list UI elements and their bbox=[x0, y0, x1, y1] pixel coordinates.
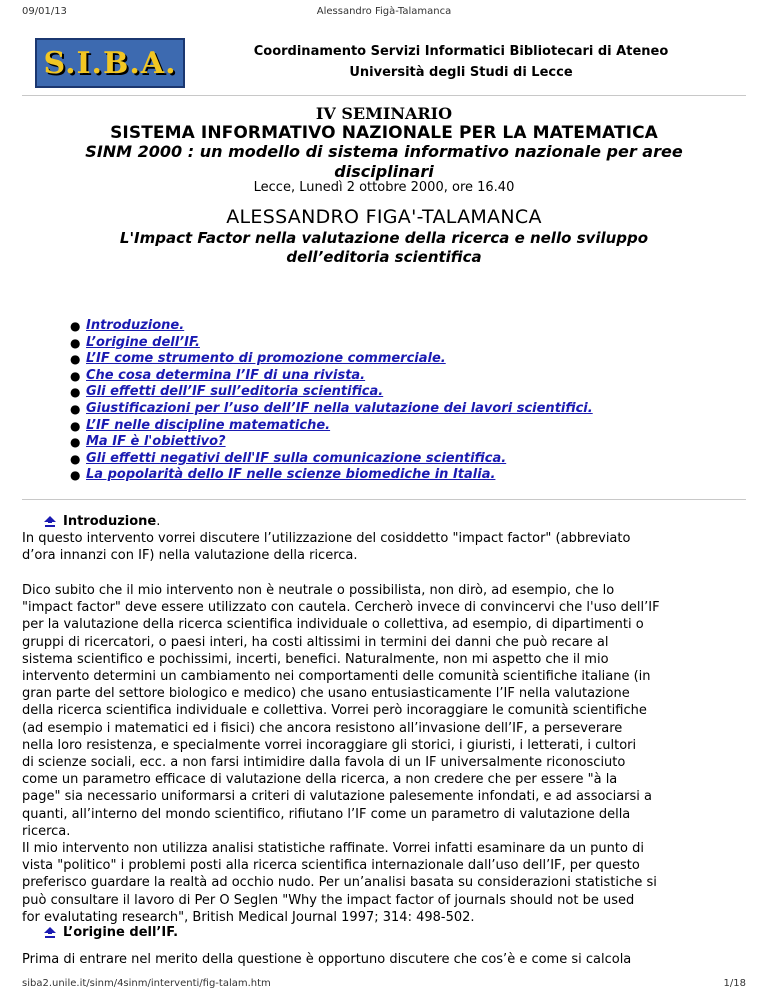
text-line: Dico subito che il mio intervento non è neutrale o possibilista, non dirò, ad esempio, che lo bbox=[22, 583, 615, 598]
print-header bbox=[0, 0, 768, 22]
text-line: page" sia necessario uniformarsi a criteri di valutazione palesemente infondati, e ad associarsi a bbox=[22, 789, 652, 805]
toc-link-obiettivo[interactable]: Ma IF è l'obiettivo? bbox=[86, 434, 226, 450]
section-heading-introduzione bbox=[44, 514, 160, 529]
toc-link-determina[interactable]: Che cosa determina l’IF di una rivista. bbox=[86, 367, 366, 383]
bullet-icon: ● bbox=[70, 385, 81, 400]
back-to-top-icon[interactable] bbox=[44, 516, 56, 528]
text-line: come un parametro efficace di valutazione della ricerca, a non credere che per essere "à la bbox=[22, 772, 618, 788]
toc-item bbox=[70, 418, 593, 435]
text-line: della ricerca scientifica individuale e collettiva. Vorrei però incoraggiare le comunità scientifiche bbox=[22, 703, 647, 719]
divider-top bbox=[22, 95, 746, 96]
toc-item bbox=[70, 351, 593, 368]
banner-line-2: Università degli Studi di Lecce bbox=[349, 65, 573, 80]
banner-text bbox=[187, 41, 735, 83]
print-page-number: 1/18 bbox=[723, 978, 746, 989]
bullet-icon: ● bbox=[70, 418, 81, 433]
text-line: preferisco guardare la realtà ad occhio nudo. Per un’analisi basata su considerazioni statistiche si bbox=[22, 875, 657, 891]
siba-logo-text: S.I.B.A. bbox=[43, 45, 177, 81]
text-line: In questo intervento vorrei discutere l’utilizzazione del cosiddetto "impact factor" (abbreviato bbox=[22, 531, 631, 546]
section-heading-origine bbox=[44, 925, 178, 940]
toc-item bbox=[70, 451, 593, 468]
toc-link-biomediche[interactable]: La popolarità dello IF nelle scienze biomediche in Italia. bbox=[86, 467, 496, 483]
print-title: Alessandro Figà-Talamanca bbox=[316, 6, 452, 17]
siba-logo[interactable] bbox=[35, 38, 185, 88]
paragraph-origin-1 bbox=[22, 951, 746, 968]
paragraph-intro-1 bbox=[22, 530, 746, 564]
toc-item bbox=[70, 434, 593, 451]
seminar-subtitle-line-2: disciplinari bbox=[334, 162, 434, 181]
bullet-icon: ● bbox=[70, 468, 81, 483]
toc-item bbox=[70, 368, 593, 385]
text-line: (ad esempio i matematici ed i fisici) che ancora resistono all’invasione dell’IF, a perseverare bbox=[22, 720, 623, 736]
toc-item bbox=[70, 401, 593, 418]
bullet-icon: ● bbox=[70, 352, 81, 367]
seminar-label: IV SEMINARIO bbox=[315, 104, 453, 123]
bullet-icon: ● bbox=[70, 368, 81, 383]
seminar-subtitle-line-1: SINM 2000 : un modello di sistema informativo nazionale per aree bbox=[85, 142, 683, 161]
bullet-icon: ● bbox=[70, 319, 81, 333]
section-title-period: . bbox=[156, 514, 161, 529]
toc-link-effetti-editoria[interactable]: Gli effetti dell’IF sull’editoria scientifica. bbox=[86, 384, 384, 400]
text-line: ricerca. bbox=[22, 823, 71, 839]
toc-item bbox=[70, 384, 593, 401]
print-date: 09/01/13 bbox=[22, 6, 67, 17]
talk-title-line-2: dell’editoria scientifica bbox=[286, 248, 482, 266]
seminar-title: SISTEMA INFORMATIVO NAZIONALE PER LA MATEMATICA bbox=[110, 123, 658, 143]
toc-link-promozione[interactable]: L’IF come strumento di promozione commerciale. bbox=[86, 351, 446, 367]
toc-item bbox=[70, 467, 593, 484]
text-line: per la valutazione della ricerca scientifica individuale o collettiva, ad esempio, di dipartimenti o bbox=[22, 617, 644, 633]
section-title: Introduzione bbox=[63, 514, 157, 529]
seminar-subtitle bbox=[22, 142, 746, 182]
text-line: for evalutating research", British Medical Journal 1997; 314: 498-502. bbox=[22, 909, 475, 925]
toc-link-introduzione[interactable]: Introduzione. bbox=[86, 318, 185, 333]
text-line: gruppi di ricercatori, o paesi interi, ha costi altissimi in termini dei danni che può recare al bbox=[22, 634, 609, 650]
section-title: L’origine dell’IF. bbox=[63, 925, 179, 940]
paragraph-intro-2 bbox=[22, 582, 746, 840]
talk-title bbox=[22, 229, 746, 267]
bullet-icon: ● bbox=[70, 435, 81, 450]
toc-link-giustificazioni[interactable]: Giustificazioni per l’uso dell’IF nella valutazione dei lavori scientifici. bbox=[86, 400, 593, 416]
table-of-contents bbox=[70, 318, 593, 484]
author-name: ALESSANDRO FIGA'-TALAMANCA bbox=[226, 206, 542, 228]
text-line: gran parte del settore biologico e medico) che usano entusiasticamente l’IF nella valutazione bbox=[22, 686, 630, 702]
bullet-icon: ● bbox=[70, 451, 81, 466]
divider-toc bbox=[22, 499, 746, 500]
text-line: quanti, all’interno del mondo scientifico, rifiutano l’IF come un parametro di valutazione della bbox=[22, 806, 631, 822]
toc-link-origine[interactable]: L’origine dell’IF. bbox=[86, 334, 200, 350]
paragraph-intro-3 bbox=[22, 840, 746, 926]
banner bbox=[35, 38, 735, 90]
print-url: siba2.unile.it/sinm/4sinm/interventi/fig-talam.htm bbox=[22, 978, 271, 989]
bullet-icon: ● bbox=[70, 401, 81, 416]
text-line: "impact factor" deve essere utilizzato con cautela. Cercherò invece di convincervi che l'uso dell’IF bbox=[22, 600, 660, 616]
banner-line-1: Coordinamento Servizi Informatici Bibliotecari di Ateneo bbox=[253, 44, 669, 59]
text-line: Il mio intervento non utilizza analisi statistiche raffinate. Vorrei infatti esaminare da un punto di bbox=[22, 841, 644, 856]
bullet-icon: ● bbox=[70, 335, 81, 350]
toc-link-matematica[interactable]: L’IF nelle discipline matematiche. bbox=[86, 417, 331, 433]
text-line: sistema scientifico e pochissimi, incerti, benefici. Naturalmente, non mi aspetto che il mio bbox=[22, 651, 609, 667]
event-info: Lecce, Lunedì 2 ottobre 2000, ore 16.40 bbox=[253, 180, 515, 195]
text-line: di scienze sociali, ecc. a non farsi intimidire dalla favola di un IF universalmente riconosciuto bbox=[22, 755, 626, 771]
back-to-top-icon[interactable] bbox=[44, 927, 56, 939]
talk-title-line-1: L'Impact Factor nella valutazione della ricerca e nello sviluppo bbox=[119, 229, 649, 247]
text-line: vista "politico" i problemi posti alla ricerca scientifica internazionale dall’uso dell’IF, per questo bbox=[22, 858, 640, 874]
text-line: può consultare il lavoro di Per O Seglen "Why the impact factor of journals should not be used bbox=[22, 892, 635, 908]
toc-item bbox=[70, 318, 593, 335]
text-line: Prima di entrare nel merito della questione è opportuno discutere che cos’è e come si calcola bbox=[22, 952, 632, 967]
text-line: d’ora innanzi con IF) nella valutazione della ricerca. bbox=[22, 548, 358, 564]
toc-link-effetti-negativi[interactable]: Gli effetti negativi dell'IF sulla comunicazione scientifica. bbox=[86, 450, 507, 466]
text-line: intervento determini un cambiamento nei comportamenti delle comunità scientifiche italiane (in bbox=[22, 669, 651, 685]
text-line: nella loro resistenza, e specialmente vorrei incoraggiare gli storici, i giuristi, i letterati, i cultori bbox=[22, 737, 637, 753]
toc-item bbox=[70, 335, 593, 352]
print-footer bbox=[22, 978, 746, 989]
